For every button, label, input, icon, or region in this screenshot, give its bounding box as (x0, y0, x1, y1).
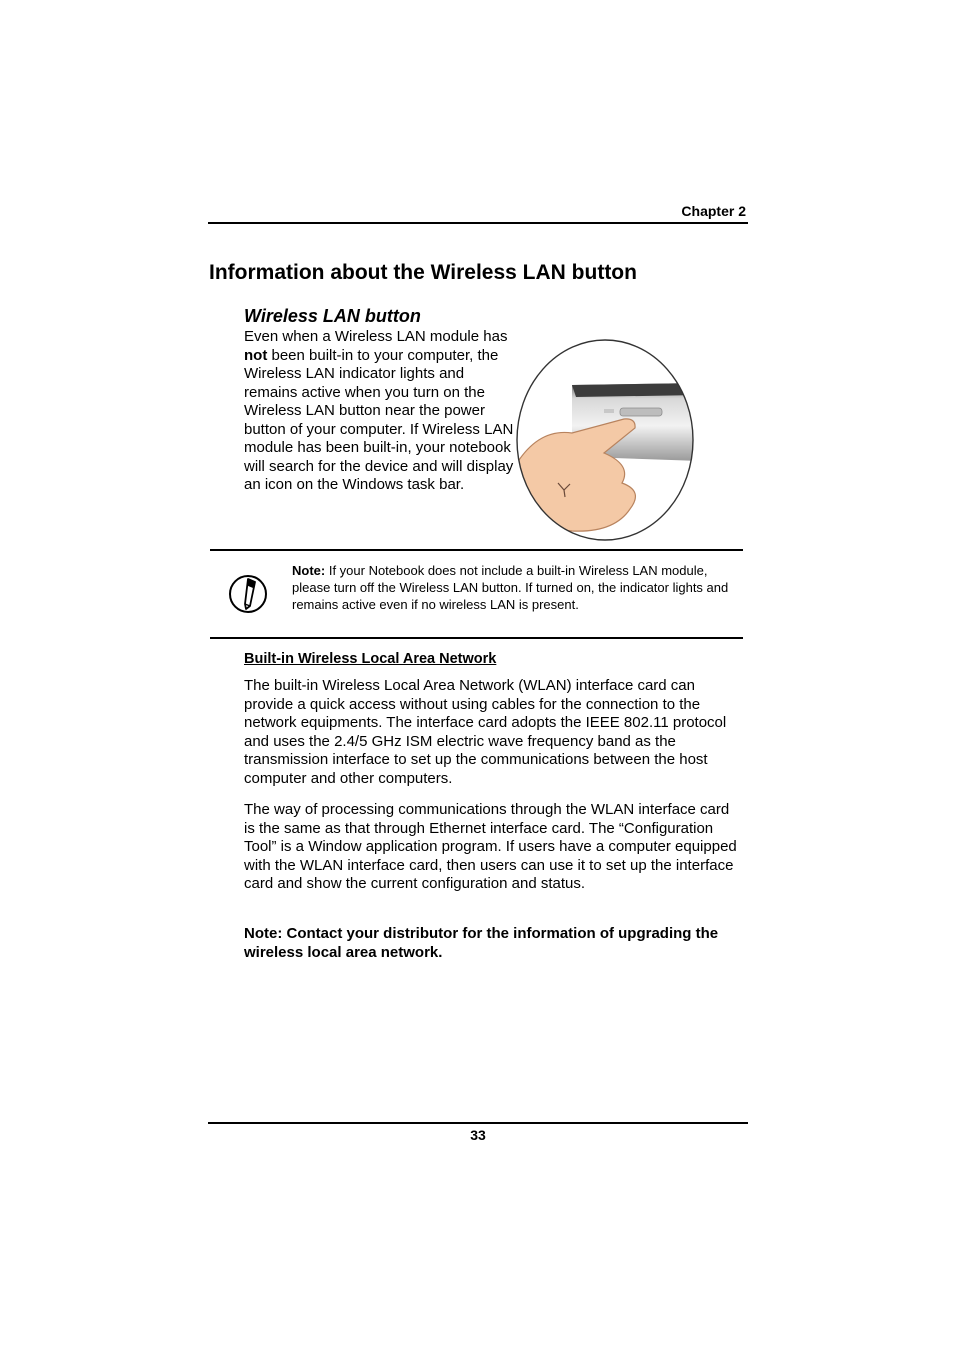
intro-bold-word: not (244, 346, 268, 364)
footer-rule (208, 1122, 748, 1124)
note-bottom-rule (210, 637, 743, 639)
wlan-heading: Built-in Wireless Local Area Network (244, 651, 497, 667)
intro-text-end: been built-in to your computer, the Wireless LAN indicator lights and remains active when you turn on the Wireless LAN button near the power button of your computer. If Wireless LAN module has been built-in, your notebook will search for the device and will display an icon on the Windows task bar. (244, 346, 514, 493)
note-body: If your Notebook does not include a built-in Wireless LAN module, please turn off the Wireless LAN button. If turned on, the indicator lights and remains active even if no wireless LAN is present. (292, 563, 729, 612)
note-top-rule (210, 549, 743, 551)
wlan-paragraph-2: The way of processing communications through the WLAN interface card is the same as that through Ethernet interface card. The “Configuration Tool” is a Window application program. If users have a computer equipped with the WLAN interface card, then users can use it to set up the interface card and show the current configuration and status. (244, 801, 737, 892)
intro-paragraph (244, 328, 516, 495)
pen-note-icon (226, 572, 270, 616)
upgrade-note: Note: Contact your distributor for the information of upgrading the wireless local area network. (244, 925, 719, 961)
chapter-label: Chapter 2 (681, 203, 746, 219)
wireless-button-illustration (512, 333, 702, 545)
intro-text-start: Even when a Wireless LAN module has (244, 328, 508, 345)
note-label: Note: (292, 563, 326, 578)
page-number: 33 (470, 1127, 486, 1143)
section-heading: Wireless LAN button (244, 306, 421, 326)
header-rule (208, 222, 748, 224)
note-text (292, 562, 732, 613)
page-title: Information about the Wireless LAN button (209, 261, 637, 284)
wlan-paragraph-1: The built-in Wireless Local Area Network (WLAN) interface card can provide a quick access without using cables for the connection to the network equipments. The interface card adopts the IEEE 802.11 protocol and uses the 2.4/5 GHz ISM electric wave frequency band as the transmission interface to set up the communications between the host computer and other computers. (244, 677, 727, 787)
